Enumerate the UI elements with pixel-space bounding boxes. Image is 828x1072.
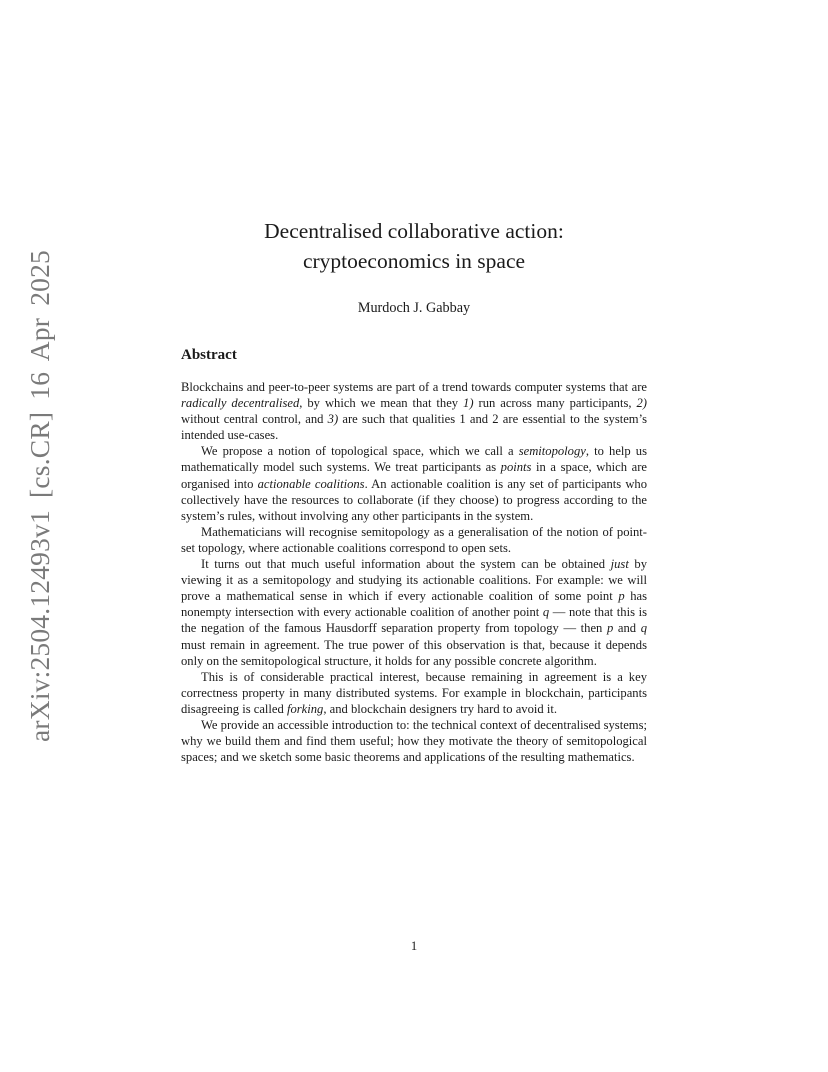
- arxiv-identifier-stamp: [22, 249, 58, 743]
- paper-title: [181, 216, 647, 276]
- abstract-paragraph-4: It turns out that much useful information about the system can be obtained just by viewing it as a semitopology and studying its actionable coalitions. For example: we will prove a mathematical sense in which if every actionable coalition of some point p has nonempty intersection with every actionable coalition of another point q — note that this is the negation of the famous Hausdorff separation property from topology — then p and q must remain in agreement. The true power of this observation is that, because it depends only on the semitopological structure, it holds for any possible concrete algorithm.: [181, 557, 648, 668]
- title-block: [181, 216, 647, 317]
- abstract-paragraph-1: Blockchains and peer-to-peer systems are part of a trend towards computer systems that are radically decentralised, by which we mean that they 1) run across many participants, 2) without central control, and 3) are such that qualities 1 and 2 are essential to the system’s intended use-cases.: [181, 380, 648, 443]
- page-number: 1: [410, 939, 418, 953]
- arxiv-identifier-text: arXiv:2504.12493v1 [cs.CR] 16 Apr 2025: [24, 249, 56, 743]
- author-name: Murdoch J. Gabbay: [357, 300, 471, 316]
- abstract-heading: Abstract: [181, 347, 237, 363]
- paper-title-line-2: cryptoeconomics in space: [302, 249, 526, 273]
- abstract-paragraph-2: We propose a notion of topological space, which we call a semitopology, to help us mathematically model such systems. We treat participants as points in a space, which are organised into actionable coalitions. An actionable coalition is any set of participants who collectively have the resources to collaborate (if they choose) to progress according to the system’s rules, without involving any other participants in the system.: [181, 444, 648, 523]
- paper-title-line-1: Decentralised collaborative action:: [264, 219, 564, 243]
- abstract-section: [181, 345, 647, 765]
- abstract-paragraph-3: Mathematicians will recognise semitopology as a generalisation of the notion of point-set topology, where actionable coalitions correspond to open sets.: [181, 524, 647, 555]
- abstract-paragraph-5: This is of considerable practical interest, because remaining in agreement is a key correctness property in many distributed systems. For example in blockchain, participants disagreeing is called forking, and blockchain designers try hard to avoid it.: [181, 669, 647, 716]
- abstract-paragraph-6: We provide an accessible introduction to: the technical context of decentralised systems; why we build them and find them useful; how they motivate the theory of semitopological spaces; and we sketch some basic theorems and applications of the resulting mathematics.: [181, 717, 647, 765]
